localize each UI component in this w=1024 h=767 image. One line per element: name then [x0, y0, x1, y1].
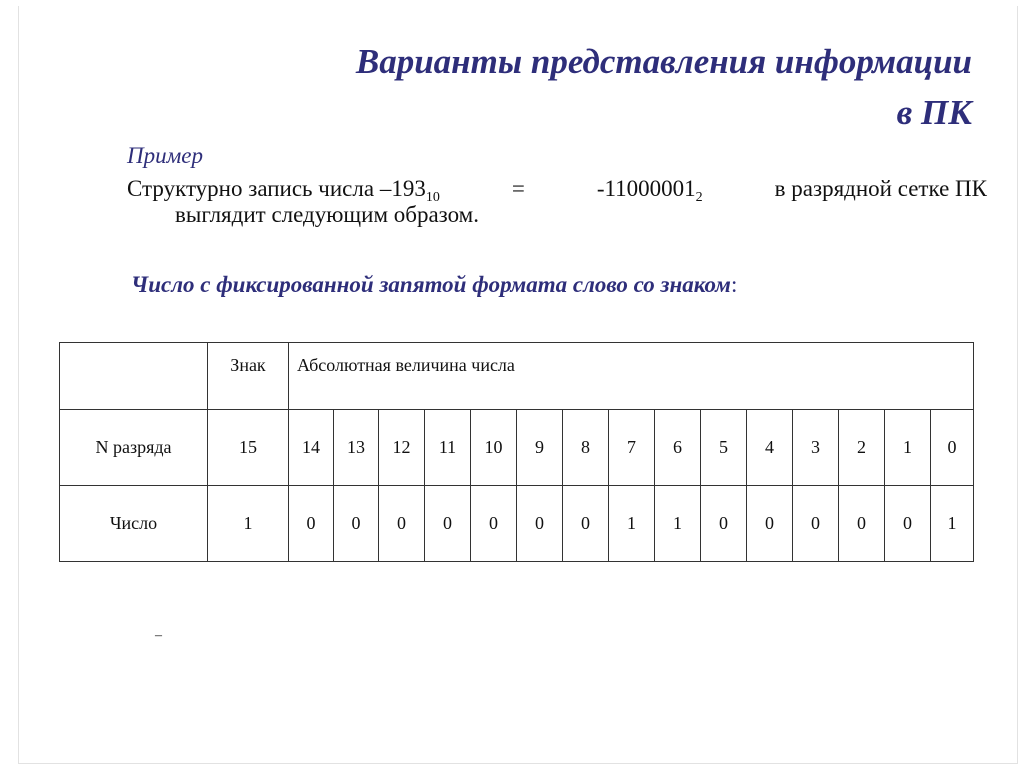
subscript-base-10: 10 [425, 190, 440, 205]
value-cell: 0 [334, 486, 379, 562]
bit-cell: 2 [839, 410, 885, 486]
value-cell: 0 [289, 486, 334, 562]
value-cell: 1 [931, 486, 974, 562]
value-cell: 0 [885, 486, 931, 562]
bit-cell: 15 [208, 410, 289, 486]
page-title [172, 36, 972, 138]
bit-cell: 4 [747, 410, 793, 486]
value-cell: 0 [747, 486, 793, 562]
bit-number-label: N разряда [60, 410, 208, 486]
format-colon: : [730, 272, 738, 297]
description-line-1 [127, 176, 987, 205]
bit-cell: 1 [885, 410, 931, 486]
stray-mark: – [155, 628, 162, 643]
sign-header: Знак [208, 343, 289, 410]
description-part-4: в разрядной сетке ПК [774, 176, 987, 201]
description-part-1: Структурно запись числа –193 [127, 176, 426, 201]
table-header-row [60, 343, 974, 410]
bit-cell: 7 [609, 410, 655, 486]
binary-value: -11000001 [596, 176, 696, 201]
bit-cell: 3 [793, 410, 839, 486]
description-number-expr [127, 176, 440, 205]
abs-value-header: Абсолютная величина числа [289, 343, 974, 410]
subscript-base-2: 2 [695, 190, 703, 205]
value-row [60, 486, 974, 562]
bit-number-row [60, 410, 974, 486]
bit-cell: 13 [334, 410, 379, 486]
bit-cell: 5 [701, 410, 747, 486]
format-label: Число с фиксированной запятой формата слово со знаком [131, 272, 731, 297]
description-line-2: выглядит следующим образом. [175, 202, 479, 227]
title-line-2: в ПК [896, 93, 972, 132]
bit-cell: 0 [931, 410, 974, 486]
value-cell: 0 [793, 486, 839, 562]
bit-table [59, 342, 974, 562]
value-cell: 1 [208, 486, 289, 562]
description [127, 176, 987, 228]
value-cell: 0 [701, 486, 747, 562]
bit-cell: 10 [471, 410, 517, 486]
equals-sign: = [511, 176, 525, 201]
value-cell: 0 [517, 486, 563, 562]
bit-cell: 11 [425, 410, 471, 486]
bit-cell: 14 [289, 410, 334, 486]
value-cell: 0 [563, 486, 609, 562]
value-cell: 0 [379, 486, 425, 562]
bit-cell: 9 [517, 410, 563, 486]
value-label: Число [60, 486, 208, 562]
bit-cell: 12 [379, 410, 425, 486]
example-heading: Пример [127, 143, 203, 168]
bit-cell: 8 [563, 410, 609, 486]
value-cell: 1 [609, 486, 655, 562]
value-cell: 0 [839, 486, 885, 562]
empty-corner-cell [60, 343, 208, 410]
description-binary-expr [596, 176, 703, 205]
format-heading [131, 272, 737, 298]
value-cell: 0 [425, 486, 471, 562]
bit-cell: 6 [655, 410, 701, 486]
value-cell: 0 [471, 486, 517, 562]
title-line-1: Варианты представления информации [355, 42, 972, 81]
value-cell: 1 [655, 486, 701, 562]
